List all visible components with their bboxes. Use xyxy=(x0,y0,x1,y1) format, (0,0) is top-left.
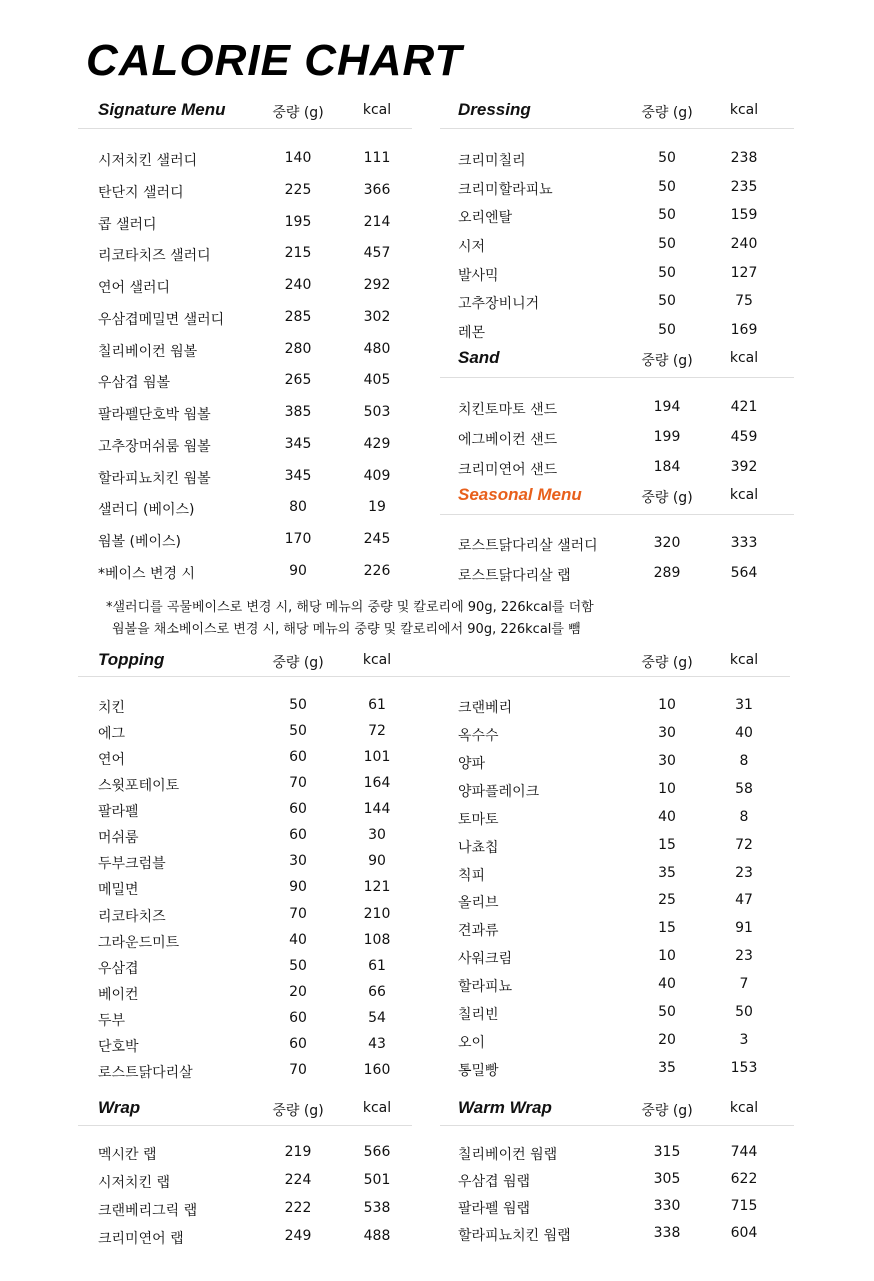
menu-row xyxy=(458,725,784,745)
item-weight: 240 xyxy=(284,277,312,293)
item-weight: 20 xyxy=(658,1032,676,1048)
menu-row xyxy=(458,1225,784,1245)
item-weight: 35 xyxy=(658,1060,676,1076)
item-name: 칠리빈 xyxy=(458,1007,499,1023)
item-weight: 345 xyxy=(284,436,312,452)
section-title-sand: Sand xyxy=(458,348,500,367)
weight-column-header: 중량 (g) xyxy=(272,1103,324,1119)
menu-row xyxy=(98,906,417,926)
section-divider xyxy=(78,1125,412,1126)
item-kcal: 744 xyxy=(730,1144,758,1160)
item-name: 통밀빵 xyxy=(458,1063,499,1079)
kcal-column-header: kcal xyxy=(729,102,759,118)
item-name: 오이 xyxy=(458,1035,486,1051)
item-weight: 50 xyxy=(658,150,676,166)
item-kcal: 108 xyxy=(363,932,391,948)
item-weight: 50 xyxy=(658,179,676,195)
item-name: 올리브 xyxy=(458,895,499,911)
item-kcal: 292 xyxy=(363,277,391,293)
item-kcal: 564 xyxy=(730,565,758,581)
item-name: 연어 xyxy=(98,752,126,768)
menu-row xyxy=(98,1228,417,1248)
item-name: 콥 샐러디 xyxy=(98,217,157,233)
item-kcal: 61 xyxy=(368,697,386,713)
item-name: 우삼겹 웜볼 xyxy=(98,375,171,391)
item-name: 우삼겹 웜랩 xyxy=(458,1174,531,1190)
item-weight: 50 xyxy=(658,322,676,338)
menu-row xyxy=(458,150,784,170)
item-weight: 30 xyxy=(658,725,676,741)
menu-row xyxy=(458,1004,784,1024)
item-weight: 50 xyxy=(658,293,676,309)
menu-row xyxy=(98,277,417,297)
item-name: 칠리베이컨 웜볼 xyxy=(98,344,198,360)
menu-row xyxy=(458,1144,784,1164)
item-weight: 224 xyxy=(284,1172,312,1188)
item-weight: 280 xyxy=(284,341,312,357)
menu-row xyxy=(98,372,417,392)
item-kcal: 61 xyxy=(368,958,386,974)
item-name: 리코타치즈 xyxy=(98,909,166,925)
item-name: *베이스 변경 시 xyxy=(98,566,196,582)
menu-row xyxy=(458,781,784,801)
item-weight: 10 xyxy=(658,948,676,964)
item-weight: 50 xyxy=(289,958,307,974)
menu-row xyxy=(458,809,784,829)
item-name: 스윗포테이토 xyxy=(98,778,180,794)
item-kcal: 159 xyxy=(730,207,758,223)
item-name: 크랜베리 xyxy=(458,700,513,716)
menu-row xyxy=(458,565,784,585)
kcal-column-header: kcal xyxy=(362,102,392,118)
kcal-column-header: kcal xyxy=(729,652,759,668)
weight-column-header: 중량 (g) xyxy=(641,353,693,369)
item-kcal: 392 xyxy=(730,459,758,475)
item-name: 우삼겹 xyxy=(98,961,139,977)
item-kcal: 66 xyxy=(368,984,386,1000)
item-kcal: 235 xyxy=(730,179,758,195)
page-title: CALORIE CHART xyxy=(86,36,463,85)
item-weight: 35 xyxy=(658,865,676,881)
item-kcal: 144 xyxy=(363,801,391,817)
item-name: 에그베이컨 샌드 xyxy=(458,432,558,448)
item-weight: 215 xyxy=(284,245,312,261)
item-weight: 385 xyxy=(284,404,312,420)
item-kcal: 210 xyxy=(363,906,391,922)
item-weight: 222 xyxy=(284,1200,312,1216)
item-name: 칙피 xyxy=(458,868,486,884)
item-kcal: 409 xyxy=(363,468,391,484)
menu-row xyxy=(458,459,784,479)
item-name: 로스트닭다리살 xyxy=(98,1065,193,1081)
item-weight: 305 xyxy=(653,1171,681,1187)
item-name: 레몬 xyxy=(458,325,486,341)
item-kcal: 30 xyxy=(368,827,386,843)
menu-row xyxy=(98,245,417,265)
item-kcal: 566 xyxy=(363,1144,391,1160)
item-kcal: 405 xyxy=(363,372,391,388)
item-weight: 70 xyxy=(289,1062,307,1078)
menu-row xyxy=(98,853,417,873)
item-name: 로스트닭다리살 샐러디 xyxy=(458,538,598,554)
item-name: 고추장머쉬룸 웜볼 xyxy=(98,439,211,455)
item-kcal: 226 xyxy=(363,563,391,579)
item-kcal: 7 xyxy=(739,976,749,992)
item-kcal: 90 xyxy=(368,853,386,869)
item-name: 크리미연어 랩 xyxy=(98,1231,184,1247)
menu-row xyxy=(98,984,417,1004)
item-weight: 195 xyxy=(284,214,312,230)
weight-column-header: 중량 (g) xyxy=(641,105,693,121)
item-kcal: 164 xyxy=(363,775,391,791)
item-kcal: 238 xyxy=(730,150,758,166)
item-weight: 194 xyxy=(653,399,681,415)
section-title-warmwrap: Warm Wrap xyxy=(458,1098,552,1117)
item-name: 로스트닭다리살 랩 xyxy=(458,568,571,584)
item-name: 웜볼 (베이스) xyxy=(98,534,181,550)
item-name: 고추장비니거 xyxy=(458,296,540,312)
item-name: 팔라펠단호박 웜볼 xyxy=(98,407,211,423)
item-kcal: 23 xyxy=(735,865,753,881)
item-kcal: 214 xyxy=(363,214,391,230)
item-weight: 219 xyxy=(284,1144,312,1160)
item-weight: 10 xyxy=(658,781,676,797)
item-kcal: 8 xyxy=(739,753,749,769)
item-kcal: 121 xyxy=(363,879,391,895)
menu-row xyxy=(98,801,417,821)
item-weight: 70 xyxy=(289,775,307,791)
footnote: 웜볼을 채소베이스로 변경 시, 해당 메뉴의 중량 및 칼로리에서 90g, 226kcal를 뺌 xyxy=(112,622,581,637)
item-weight: 60 xyxy=(289,801,307,817)
item-kcal: 127 xyxy=(730,265,758,281)
item-kcal: 622 xyxy=(730,1171,758,1187)
item-name: 치킨 xyxy=(98,700,126,716)
item-kcal: 715 xyxy=(730,1198,758,1214)
kcal-column-header: kcal xyxy=(729,350,759,366)
item-weight: 140 xyxy=(284,150,312,166)
item-name: 사워크림 xyxy=(458,951,513,967)
menu-row xyxy=(458,265,784,285)
item-name: 베이컨 xyxy=(98,987,139,1003)
menu-row xyxy=(98,697,417,717)
item-weight: 25 xyxy=(658,892,676,908)
item-name: 탄단지 샐러디 xyxy=(98,185,184,201)
item-kcal: 72 xyxy=(368,723,386,739)
item-name: 나쵸칩 xyxy=(458,840,499,856)
kcal-column-header: kcal xyxy=(729,1100,759,1116)
item-kcal: 50 xyxy=(735,1004,753,1020)
kcal-column-header: kcal xyxy=(729,487,759,503)
menu-row xyxy=(458,837,784,857)
item-kcal: 72 xyxy=(735,837,753,853)
footnote: *샐러디를 곡물베이스로 변경 시, 해당 메뉴의 중량 및 칼로리에 90g, 226kcal를 더함 xyxy=(106,600,594,615)
section-divider xyxy=(440,377,794,378)
section-divider xyxy=(440,514,794,515)
item-weight: 10 xyxy=(658,697,676,713)
item-weight: 345 xyxy=(284,468,312,484)
item-weight: 40 xyxy=(658,809,676,825)
item-name: 팔라펠 웜랩 xyxy=(458,1201,531,1217)
item-kcal: 457 xyxy=(363,245,391,261)
menu-row xyxy=(458,920,784,940)
item-weight: 289 xyxy=(653,565,681,581)
item-name: 크리미연어 샌드 xyxy=(458,462,558,478)
item-name: 단호박 xyxy=(98,1039,139,1055)
item-name: 머쉬룸 xyxy=(98,830,139,846)
item-name: 시저 xyxy=(458,239,486,255)
item-name: 그라운드미트 xyxy=(98,935,180,951)
item-name: 리코타치즈 샐러디 xyxy=(98,248,211,264)
item-weight: 50 xyxy=(658,207,676,223)
item-kcal: 503 xyxy=(363,404,391,420)
item-name: 할라피뇨 xyxy=(458,979,513,995)
item-name: 오리엔탈 xyxy=(458,210,513,226)
section-divider xyxy=(78,128,412,129)
item-kcal: 43 xyxy=(368,1036,386,1052)
section-divider xyxy=(440,128,794,129)
menu-row xyxy=(98,182,417,202)
section-divider xyxy=(440,1125,794,1126)
item-weight: 50 xyxy=(289,723,307,739)
item-weight: 40 xyxy=(289,932,307,948)
menu-row xyxy=(98,1172,417,1192)
item-name: 샐러디 (베이스) xyxy=(98,502,195,518)
item-name: 연어 샐러디 xyxy=(98,280,171,296)
item-weight: 60 xyxy=(289,1010,307,1026)
menu-row xyxy=(98,749,417,769)
item-kcal: 31 xyxy=(735,697,753,713)
item-kcal: 40 xyxy=(735,725,753,741)
menu-row xyxy=(458,399,784,419)
item-weight: 40 xyxy=(658,976,676,992)
menu-row xyxy=(458,697,784,717)
item-weight: 30 xyxy=(289,853,307,869)
item-kcal: 421 xyxy=(730,399,758,415)
item-weight: 90 xyxy=(289,563,307,579)
item-name: 토마토 xyxy=(458,812,499,828)
item-name: 칠리베이컨 웜랩 xyxy=(458,1147,558,1163)
item-name: 우삼겹메밀면 샐러디 xyxy=(98,312,225,328)
item-weight: 184 xyxy=(653,459,681,475)
menu-row xyxy=(98,531,417,551)
menu-row xyxy=(458,1060,784,1080)
item-weight: 265 xyxy=(284,372,312,388)
section-title-wrap: Wrap xyxy=(98,1098,141,1117)
item-name: 크리미할라피뇨 xyxy=(458,182,553,198)
item-kcal: 501 xyxy=(363,1172,391,1188)
weight-column-header: 중량 (g) xyxy=(641,1103,693,1119)
item-weight: 60 xyxy=(289,827,307,843)
item-name: 시저치킨 샐러디 xyxy=(98,153,198,169)
menu-row xyxy=(458,1171,784,1191)
menu-row xyxy=(98,932,417,952)
item-weight: 30 xyxy=(658,753,676,769)
item-name: 할라피뇨치킨 웜랩 xyxy=(458,1228,571,1244)
item-name: 팔라펠 xyxy=(98,804,139,820)
item-kcal: 429 xyxy=(363,436,391,452)
item-kcal: 58 xyxy=(735,781,753,797)
item-name: 치킨토마토 샌드 xyxy=(458,402,558,418)
menu-row xyxy=(458,207,784,227)
kcal-column-header: kcal xyxy=(362,652,392,668)
item-weight: 50 xyxy=(658,1004,676,1020)
item-kcal: 538 xyxy=(363,1200,391,1216)
item-kcal: 169 xyxy=(730,322,758,338)
weight-column-header: 중량 (g) xyxy=(641,655,693,671)
section-title-topping: Topping xyxy=(98,650,165,669)
menu-row xyxy=(98,1200,417,1220)
item-kcal: 153 xyxy=(730,1060,758,1076)
weight-column-header: 중량 (g) xyxy=(272,655,324,671)
section-header-warmwrap xyxy=(0,1098,874,1120)
menu-row xyxy=(458,429,784,449)
menu-row xyxy=(458,293,784,313)
item-weight: 15 xyxy=(658,920,676,936)
section-title-seasonal: Seasonal Menu xyxy=(458,485,582,504)
item-weight: 50 xyxy=(289,697,307,713)
menu-row xyxy=(98,1062,417,1082)
menu-row xyxy=(458,753,784,773)
item-name: 메밀면 xyxy=(98,882,139,898)
item-name: 양파 xyxy=(458,756,486,772)
section-header-topping2 xyxy=(0,650,874,672)
item-weight: 330 xyxy=(653,1198,681,1214)
menu-row xyxy=(98,1010,417,1030)
item-kcal: 75 xyxy=(735,293,753,309)
item-kcal: 604 xyxy=(730,1225,758,1241)
item-weight: 320 xyxy=(653,535,681,551)
weight-column-header: 중량 (g) xyxy=(641,490,693,506)
menu-row xyxy=(98,723,417,743)
menu-row xyxy=(458,976,784,996)
item-weight: 170 xyxy=(284,531,312,547)
item-weight: 20 xyxy=(289,984,307,1000)
item-weight: 285 xyxy=(284,309,312,325)
item-kcal: 23 xyxy=(735,948,753,964)
item-weight: 80 xyxy=(289,499,307,515)
menu-row xyxy=(98,1036,417,1056)
item-name: 크리미칠리 xyxy=(458,153,526,169)
menu-row xyxy=(98,827,417,847)
item-weight: 60 xyxy=(289,1036,307,1052)
item-name: 멕시칸 랩 xyxy=(98,1147,157,1163)
menu-row xyxy=(98,879,417,899)
item-name: 크랜베리그릭 랩 xyxy=(98,1203,198,1219)
item-name: 할라피뇨치킨 웜볼 xyxy=(98,471,211,487)
item-weight: 50 xyxy=(658,265,676,281)
item-kcal: 459 xyxy=(730,429,758,445)
section-title-signature: Signature Menu xyxy=(98,100,226,119)
item-kcal: 366 xyxy=(363,182,391,198)
section-title-dressing: Dressing xyxy=(458,100,531,119)
menu-row xyxy=(458,1198,784,1218)
item-weight: 315 xyxy=(653,1144,681,1160)
section-header-dressing xyxy=(0,100,874,122)
item-name: 시저치킨 랩 xyxy=(98,1175,171,1191)
item-name: 양파플레이크 xyxy=(458,784,540,800)
menu-row xyxy=(98,1144,417,1164)
item-kcal: 19 xyxy=(368,499,386,515)
item-kcal: 54 xyxy=(368,1010,386,1026)
item-kcal: 488 xyxy=(363,1228,391,1244)
item-name: 발사믹 xyxy=(458,268,499,284)
item-name: 두부크럼블 xyxy=(98,856,166,872)
item-weight: 199 xyxy=(653,429,681,445)
item-name: 에그 xyxy=(98,726,126,742)
item-kcal: 302 xyxy=(363,309,391,325)
menu-row xyxy=(458,948,784,968)
item-kcal: 47 xyxy=(735,892,753,908)
item-kcal: 160 xyxy=(363,1062,391,1078)
item-kcal: 111 xyxy=(363,150,391,166)
menu-row xyxy=(458,1032,784,1052)
menu-row xyxy=(98,309,417,329)
item-weight: 70 xyxy=(289,906,307,922)
menu-row xyxy=(98,958,417,978)
menu-row xyxy=(98,436,417,456)
menu-row xyxy=(458,236,784,256)
menu-row xyxy=(98,563,417,583)
item-name: 옥수수 xyxy=(458,728,499,744)
item-kcal: 480 xyxy=(363,341,391,357)
item-kcal: 240 xyxy=(730,236,758,252)
item-weight: 60 xyxy=(289,749,307,765)
item-kcal: 3 xyxy=(739,1032,749,1048)
menu-row xyxy=(458,892,784,912)
item-name: 두부 xyxy=(98,1013,126,1029)
menu-row xyxy=(98,404,417,424)
menu-row xyxy=(98,214,417,234)
weight-column-header: 중량 (g) xyxy=(272,105,324,121)
item-kcal: 91 xyxy=(735,920,753,936)
menu-row xyxy=(98,150,417,170)
section-divider xyxy=(78,676,790,677)
section-header-sand xyxy=(0,348,874,370)
item-weight: 50 xyxy=(658,236,676,252)
menu-row xyxy=(458,865,784,885)
item-kcal: 333 xyxy=(730,535,758,551)
item-weight: 338 xyxy=(653,1225,681,1241)
item-kcal: 8 xyxy=(739,809,749,825)
item-weight: 15 xyxy=(658,837,676,853)
menu-row xyxy=(98,775,417,795)
menu-row xyxy=(458,535,784,555)
item-weight: 225 xyxy=(284,182,312,198)
item-weight: 90 xyxy=(289,879,307,895)
item-weight: 249 xyxy=(284,1228,312,1244)
item-kcal: 101 xyxy=(363,749,391,765)
section-header-seasonal xyxy=(0,485,874,507)
item-name: 견과류 xyxy=(458,923,499,939)
menu-row xyxy=(458,179,784,199)
item-kcal: 245 xyxy=(363,531,391,547)
kcal-column-header: kcal xyxy=(362,1100,392,1116)
menu-row xyxy=(458,322,784,342)
